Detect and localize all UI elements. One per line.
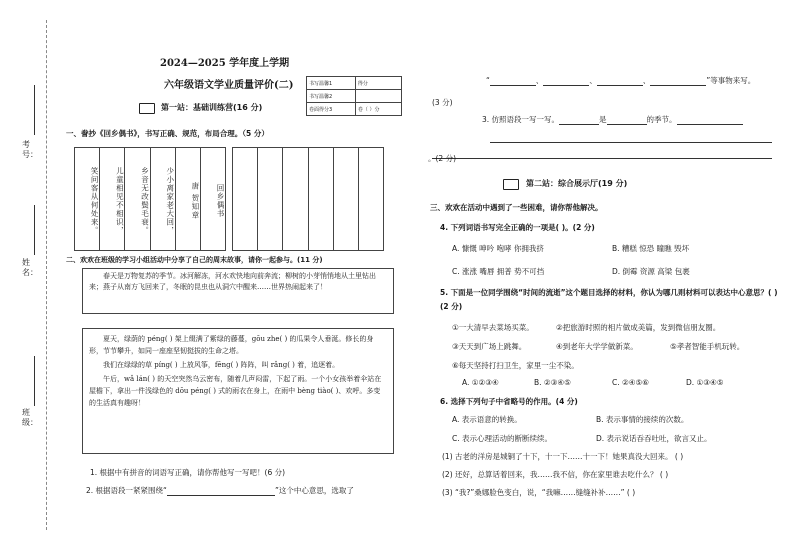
- question-4: 4. 下列词语书写完全正确的一项是( )。(2 分): [440, 223, 595, 232]
- q4-option-c[interactable]: C. 涨涨 嘴唇 拥普 势不可挡: [452, 267, 545, 276]
- poem-col: 少小离家老大回，: [151, 148, 176, 250]
- passage-2-para-1: 夏天，绿荫的 pénɡ( ) 架上缀满了紫绿的藤蔓，ɡōu zhe( ) 的瓜果令人垂涎。修长的身形，节节攀升，如同一座座坚韧挺拔的生命之塔。: [89, 335, 374, 355]
- score-row-label: 书写温馨1: [307, 77, 356, 90]
- poem-col: 乡音无改鬓毛衰。: [125, 148, 150, 250]
- score-cell[interactable]: [355, 90, 401, 103]
- exam-number-label: 考号：: [22, 140, 38, 159]
- thing-blank-2[interactable]: [543, 76, 589, 86]
- grade-title: 六年级语文学业质量评价(二): [164, 80, 294, 91]
- poem-col: 笑问客从何处来。: [75, 148, 100, 250]
- q5-item-4: ④到老年大学学做新菜。: [556, 342, 638, 351]
- q5-item-2: ②把旅游时照的相片做成美篇，发到微信朋友圈。: [556, 323, 721, 332]
- q5-item-1: ①一大清早去菜场买菜。: [452, 323, 534, 332]
- section1-title: 第一站：基础训练营(16 分): [161, 103, 263, 112]
- name-label: 姓名：: [22, 258, 38, 277]
- q5-option-c[interactable]: C. ②④⑤⑥: [612, 378, 649, 387]
- class-label: 班级：: [22, 408, 38, 427]
- question-3-header: 三、欢欢在活动中遇到了一些困难，请你帮他解决。: [430, 203, 603, 212]
- q6-option-a: A. 表示语意的转换。: [452, 415, 522, 424]
- q4-option-d[interactable]: D. 倒霉 资源 高梁 包裹: [612, 267, 690, 276]
- imitate-blank-3[interactable]: [677, 115, 743, 125]
- q6-item-1[interactable]: (1) 古老的洋房是城铜了十下，十一下……十一下！她果真没大回来。 ( ): [442, 452, 684, 461]
- copy-grid[interactable]: [232, 147, 384, 251]
- class-blank-line[interactable]: [34, 356, 35, 406]
- question-2: 二、欢欢在班级的学习小组活动中分享了自己的周末故事，请你一起参与。(11 分): [66, 256, 323, 264]
- q5-option-b[interactable]: B. ②③④⑤: [534, 378, 571, 387]
- imitate-blank-1[interactable]: [559, 115, 599, 125]
- q5-item-6: ⑥每天坚持打扫卫生，家里一尘不染。: [452, 361, 579, 370]
- score-total-cell: 卷（ ）分: [355, 103, 401, 116]
- poem-box: [74, 147, 226, 251]
- section2-title: 第二站：综合展示厅(19 分): [526, 179, 628, 188]
- passage-2-para-2: 我们在绿绿的草 pínɡ( ) 上放风筝，fēnɡ( ) 阵阵，叫 rǎnɡ( ) 着，追逐着。: [103, 361, 340, 369]
- name-blank-line[interactable]: [34, 205, 35, 255]
- passage-2-box: [82, 328, 394, 454]
- q6-item-2[interactable]: (2) 还好，总算话着回来，我……我不信，你在家里谁去吃什么？ ( ): [442, 470, 669, 479]
- book-icon: [503, 179, 519, 190]
- q6-option-d: D. 表示说话吞吞吐吐，欲言又止。: [596, 434, 712, 443]
- poem-author: 唐 贺知章: [176, 148, 201, 250]
- imitate-answer-line[interactable]: [490, 142, 772, 143]
- question-2-2: 2. 根据语段一紧紧围绕“ ”这个中心意思，选取了: [86, 486, 354, 495]
- q5-option-a[interactable]: A. ①②③④: [462, 378, 499, 387]
- passage-1: 春天是万物复苏的季节。冰河解冻，河水欢快地向前奔流；柳树的小芽悄悄地从土里钻出来；燕子从南方飞回来了，冬眠的昆虫也从洞穴中醒来……世界热闹起来了！: [89, 272, 376, 291]
- score-row-label: 卷面得分3: [307, 103, 356, 116]
- center-idea-blank[interactable]: [167, 486, 275, 496]
- q5-option-d[interactable]: D. ①③④⑤: [686, 378, 724, 387]
- q6-option-b: B. 表示事情的接续的次数。: [596, 415, 689, 424]
- poem-col: 儿童相见不相识，: [100, 148, 125, 250]
- thing-blank-4[interactable]: [650, 76, 706, 86]
- question-3-imitate: 3. 仿照语段一写一写。 是 的季节。: [482, 114, 743, 125]
- imitate-blank-2[interactable]: [607, 115, 647, 125]
- question-6: 6. 选择下列句子中省略号的作用。(4 分): [440, 397, 578, 406]
- question-1: 一、誊抄《回乡偶书》，书写正确、规范，布局合理。（5 分）: [66, 129, 269, 138]
- things-list-line: “ 、 、 、 ”等事物来写。: [486, 76, 756, 85]
- q4-option-b[interactable]: B. 糟糕 惊恐 瞳瞧 毁坏: [612, 244, 690, 253]
- poem-title: 回乡偶书: [216, 183, 226, 218]
- q6-item-3[interactable]: (3) “我?”桑娜脸色变白，说，“我嘛……缝缝补补……” ( ): [442, 488, 636, 497]
- score-row-label: 书写温馨2: [307, 90, 356, 103]
- question-5: 5. 下面是一位同学围绕“时间的流逝”这个题目选择的材料，你认为哪几则材料可以表达中心意思？( )(2 分): [440, 288, 778, 311]
- q5-item-3: ③天天到广场上跳舞。: [452, 342, 527, 351]
- book-icon: [139, 103, 155, 114]
- thing-blank-3[interactable]: [597, 76, 643, 86]
- q5-item-5: ⑤孝者智能手机玩转。: [670, 342, 745, 351]
- score-table: [306, 76, 402, 116]
- q6-option-c: C. 表示心理活动的断断续续。: [452, 434, 553, 443]
- q4-option-a[interactable]: A. 慷慨 呻吟 咆哮 你拥我挤: [452, 244, 544, 253]
- passage-2-para-3: 午后，wǎ lán( ) 的天空突然乌云密布，随着几声闷雷，下起了雨。一个小女孩举着伞站在屋檐下，拿出一件浅绿色的 dōu pénɡ( ) 式的雨衣在身上，在雨中 bènɡ tiào( )、欢呼。多变的生活真有趣呀！: [89, 375, 382, 407]
- binding-dashed-line: [46, 20, 47, 530]
- score-col-label: 得分: [355, 77, 401, 90]
- question-2-1: 1. 根据中有拼音的词语写正确，请你帮他写一写吧！(6 分): [90, 468, 286, 477]
- exam-number-blank-line[interactable]: [34, 85, 35, 135]
- points-3: (3 分): [432, 98, 453, 107]
- imitate-answer-line-2[interactable]: [432, 158, 772, 159]
- passage-1-box: [82, 268, 394, 314]
- thing-blank-1[interactable]: [490, 76, 536, 86]
- year-title: 2024—2025 学年度上学期: [160, 58, 290, 69]
- points-2: 。(2 分): [428, 154, 457, 163]
